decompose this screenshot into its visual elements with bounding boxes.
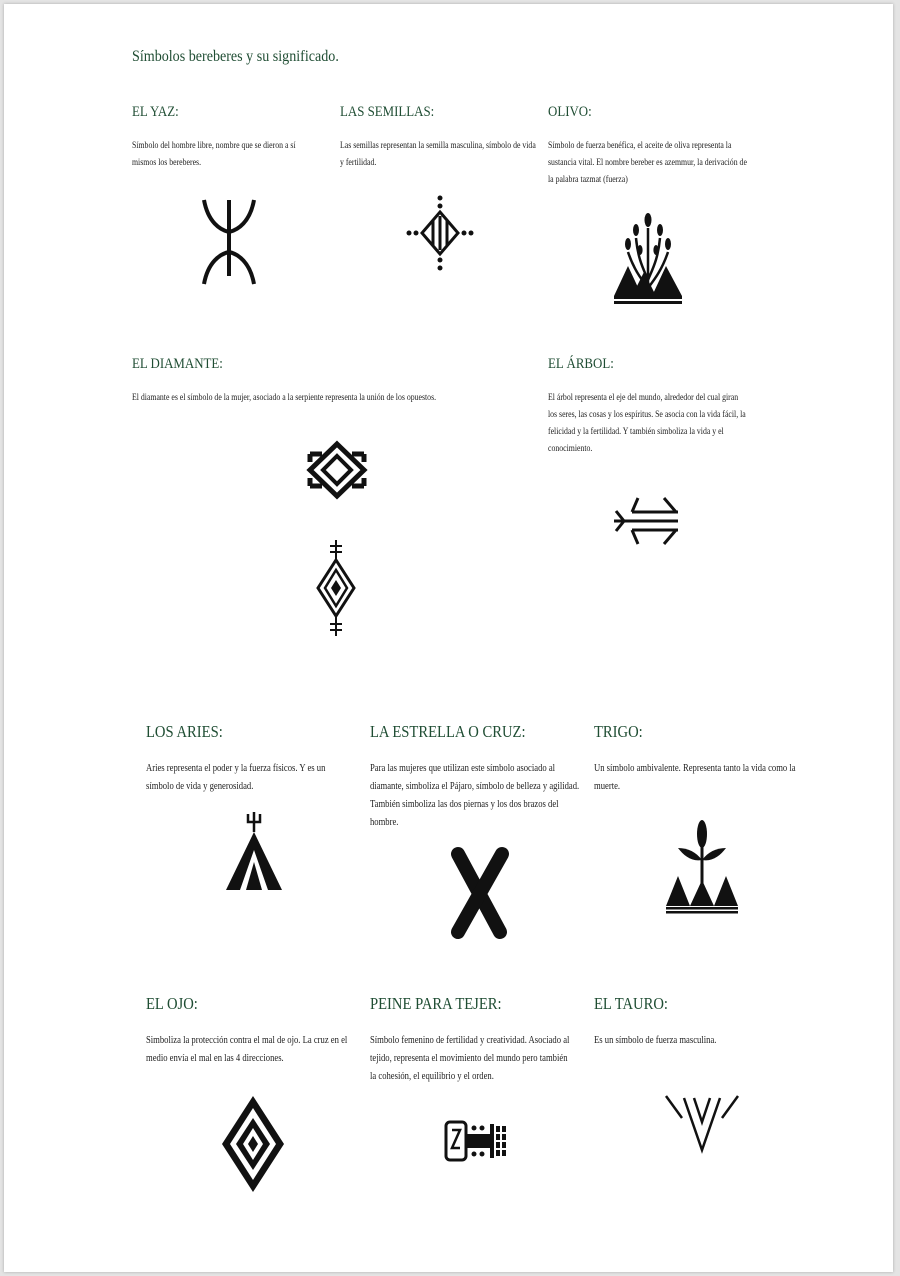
symbol-text-diamond: El diamante es el símbolo de la mujer, asociado a la serpiente representa la unión de los opuestos. <box>132 393 437 403</box>
symbol-heading-yaz: EL YAZ: <box>132 104 179 120</box>
symbol-text-olive: Símbolo de fuerza benéfica, el aceite de oliva representa la sustancia vital. El nombre bereber es azemmur, la derivación de la palabra tazmat (fuerza) <box>548 141 747 185</box>
seeds-icon <box>406 194 474 272</box>
symbol-heading-star-cross: LA ESTRELLA O CRUZ: <box>370 722 526 741</box>
symbol-text-comb: Símbolo femenino de fertilidad y creatividad. Asociado al tejido, representa el movimiento del mundo pero también la cohesión, el equilibrio y el orden. <box>370 1035 570 1082</box>
symbol-heading-tree: EL ÁRBOL: <box>548 356 614 372</box>
star-cross-icon <box>448 846 510 938</box>
page-title: Símbolos bereberes y su significado. <box>132 48 339 65</box>
tree-icon <box>612 494 680 548</box>
symbol-text-wheat: Un símbolo ambivalente. Representa tanto la vida como la muerte. <box>594 763 796 792</box>
aries-icon <box>224 810 284 892</box>
symbol-heading-diamond: EL DIAMANTE: <box>132 356 223 372</box>
symbol-heading-comb: PEINE PARA TEJER: <box>370 994 502 1013</box>
symbol-text-taurus: Es un símbolo de fuerza masculina. <box>594 1035 717 1046</box>
wheat-icon <box>664 818 740 914</box>
diamond-snake-icon <box>316 538 356 638</box>
symbol-text-eye: Simboliza la protección contra el mal de ojo. La cruz en el medio envía el mal en las 4 direcciones. <box>146 1035 348 1064</box>
diamond-icon <box>306 442 368 498</box>
symbol-text-seeds: Las semillas representan la semilla masculina, símbolo de vida y fertilidad. <box>340 141 536 168</box>
symbol-text-tree: El árbol representa el eje del mundo, alrededor del cual giran los seres, las cosas y los espíritus. Se asocia con la vida fácil, la felicidad y la fertilidad. Y también simboliza la vida y el conocimiento. <box>548 393 746 454</box>
olive-tree-icon <box>612 210 684 306</box>
symbol-text-star-cross: Para las mujeres que utilizan este símbolo asociado al diamante, simboliza el Pájaro, símbolo de belleza y agilidad. También simboliza las dos piernas y los dos brazos del hombre. <box>370 763 580 828</box>
symbol-heading-taurus: EL TAURO: <box>594 994 668 1013</box>
eye-icon <box>220 1094 286 1194</box>
symbol-heading-eye: EL OJO: <box>146 994 198 1013</box>
yaz-icon <box>194 194 264 289</box>
weaving-comb-icon <box>444 1118 510 1164</box>
symbol-heading-olive: OLIVO: <box>548 104 592 120</box>
symbol-text-aries: Aries representa el poder y la fuerza físicos. Y es un símbolo de vida y generosidad. <box>146 763 326 792</box>
symbol-heading-aries: LOS ARIES: <box>146 722 223 741</box>
symbol-text-yaz: Símbolo del hombre libre, nombre que se dieron a sí mismos los bereberes. <box>132 141 296 168</box>
taurus-icon <box>664 1092 740 1154</box>
document-page <box>4 4 893 1272</box>
symbol-heading-seeds: LAS SEMILLAS: <box>340 104 435 120</box>
symbol-heading-wheat: TRIGO: <box>594 722 643 741</box>
